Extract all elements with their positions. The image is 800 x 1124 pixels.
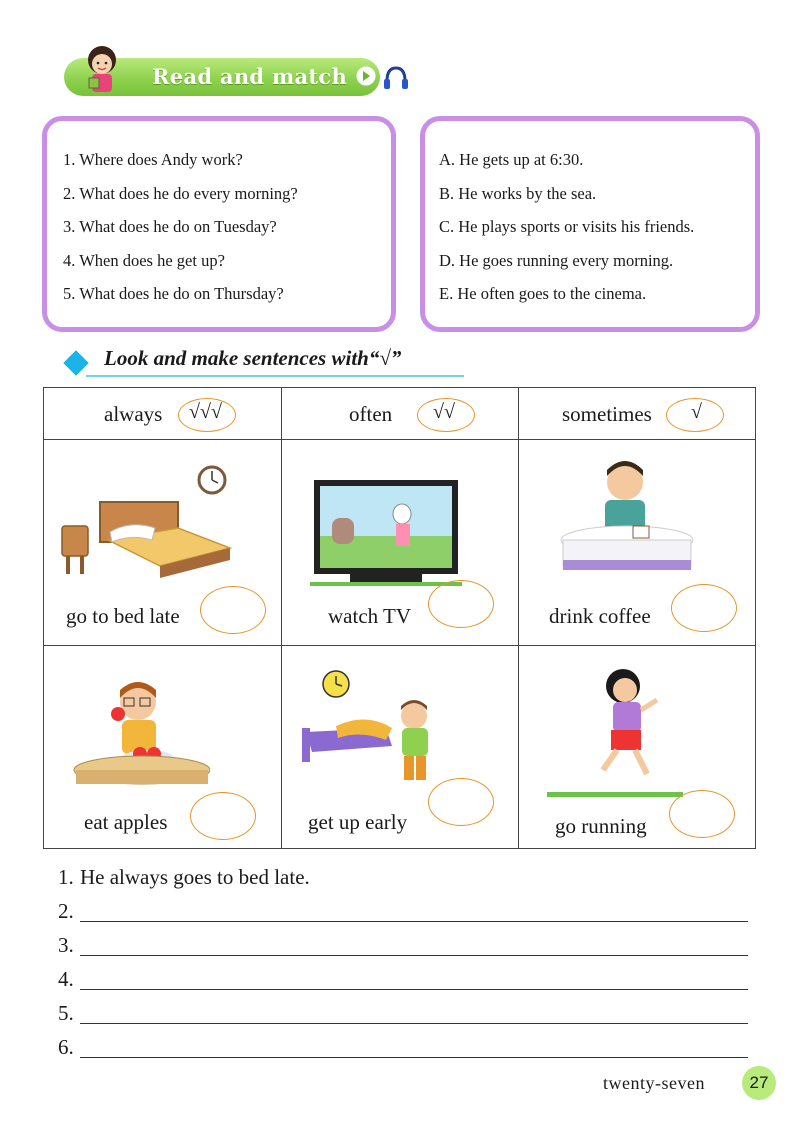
sentence-number: 5. (58, 1001, 74, 1025)
question-item: 5. What does he do on Thursday? (63, 284, 284, 303)
diamond-bullet-icon (63, 350, 88, 375)
activity-cell (282, 646, 518, 850)
sentence-number: 4. (58, 967, 74, 991)
answer-item: A. He gets up at 6:30. (439, 150, 584, 169)
answer-oval[interactable] (200, 586, 266, 634)
activity-label: watch TV (328, 604, 412, 628)
activity-cell (44, 440, 281, 645)
answer-oval[interactable] (190, 792, 256, 840)
freq-cell-often (281, 388, 518, 439)
freq-cell-sometimes (518, 388, 755, 439)
activity-cell (519, 646, 755, 850)
sentence-lines (58, 860, 758, 1064)
answer-line[interactable] (58, 894, 758, 928)
example-sentence (58, 860, 758, 894)
freq-cell-always (44, 388, 281, 439)
freq-checks: √√ (433, 401, 455, 423)
question-item: 2. What does he do every morning? (63, 183, 298, 203)
blank-line[interactable] (80, 989, 748, 990)
sentence-number: 6. (58, 1035, 74, 1059)
activity-cell (282, 440, 518, 645)
freq-word: often (349, 402, 393, 426)
page-number-words: twenty-seven (603, 1073, 705, 1093)
blank-line[interactable] (80, 1057, 748, 1058)
answer-oval[interactable] (671, 584, 737, 632)
activity-label: go running (555, 814, 647, 838)
page-number-badge: 27 (742, 1066, 776, 1100)
answer-oval[interactable] (669, 790, 735, 838)
tv-picture (310, 478, 462, 588)
example-sentence-text: He always goes to bed late. (80, 865, 310, 889)
activity-label: get up early (308, 810, 408, 834)
questions-box (42, 116, 396, 332)
answer-oval[interactable] (428, 580, 494, 628)
freq-word: always (104, 402, 163, 426)
play-icon[interactable] (356, 66, 376, 86)
activity-grid (43, 387, 756, 849)
banner-title: Read and match (152, 64, 348, 89)
freq-checks: √√√ (189, 401, 222, 423)
activity-label: go to bed late (66, 604, 180, 628)
activity-label: drink coffee (549, 604, 651, 628)
girl-running-picture (543, 662, 693, 802)
answers-box (420, 116, 760, 332)
answer-line[interactable] (58, 1030, 758, 1064)
answer-item: C. He plays sports or visits his friends. (439, 217, 695, 236)
answer-oval[interactable] (428, 778, 494, 826)
freq-checks: √ (691, 401, 702, 423)
girl-mascot-icon (78, 42, 126, 98)
section-title: Look and make sentences with“√” (104, 346, 402, 370)
sentence-number: 2. (58, 899, 74, 923)
answer-line[interactable] (58, 928, 758, 962)
blank-line[interactable] (80, 921, 748, 922)
questions-list (63, 143, 298, 311)
title-underline (86, 375, 464, 377)
activity-label: eat apples (84, 810, 168, 834)
headphone-icon[interactable] (382, 64, 410, 92)
answers-list (439, 143, 694, 311)
boy-wakeup-picture (296, 666, 456, 796)
activity-cell (519, 440, 755, 645)
sentence-number: 3. (58, 933, 74, 957)
boy-apples-picture (72, 674, 210, 794)
answer-item: D. He goes running every morning. (439, 250, 674, 270)
sentence-number: 1. (58, 865, 74, 889)
question-item: 1. Where does Andy work? (63, 150, 243, 169)
answer-line[interactable] (58, 996, 758, 1030)
question-item: 4. When does he get up? (63, 250, 225, 270)
blank-line[interactable] (80, 955, 748, 956)
boy-coffee-picture (553, 456, 703, 588)
answer-item: E. He often goes to the cinema. (439, 284, 647, 303)
question-item: 3. What does he do on Tuesday? (63, 217, 277, 236)
answer-item: B. He works by the sea. (439, 183, 597, 203)
activity-cell (44, 646, 281, 850)
bed-clock-picture (60, 462, 250, 582)
blank-line[interactable] (80, 1023, 748, 1024)
freq-word: sometimes (562, 402, 652, 426)
answer-line[interactable] (58, 962, 758, 996)
